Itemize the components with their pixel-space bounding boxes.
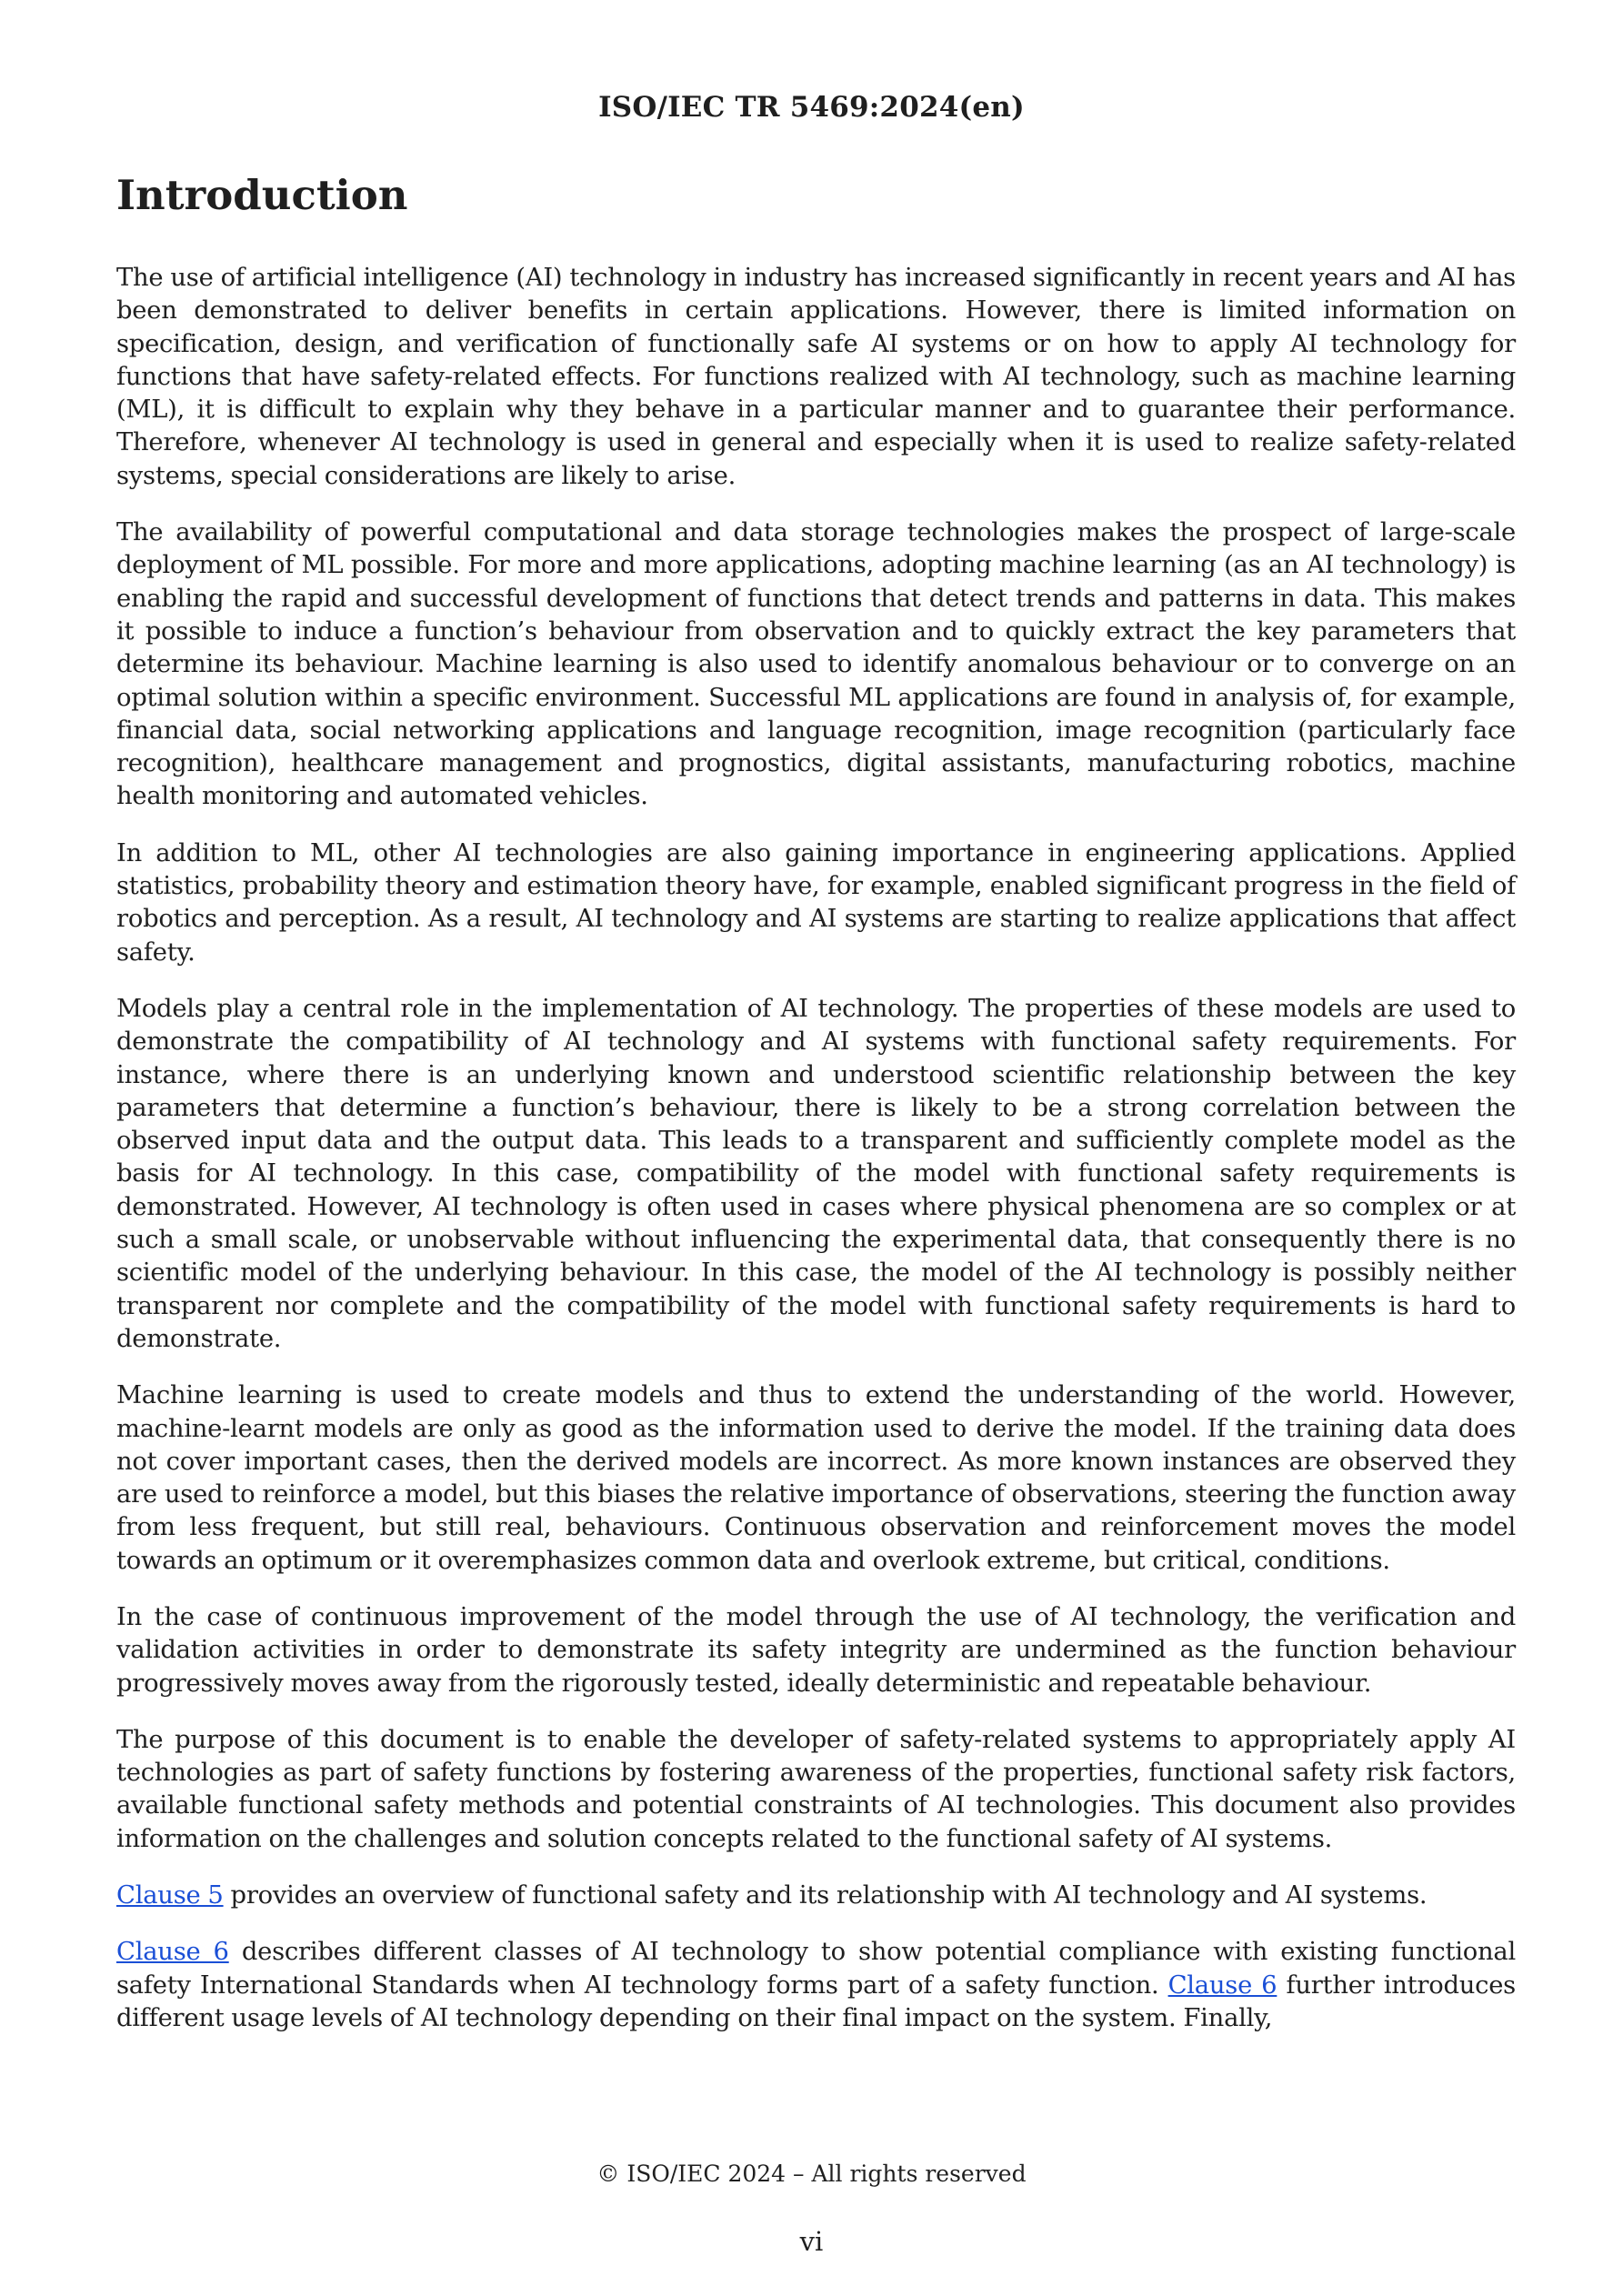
section-title: Introduction [116, 171, 408, 219]
paragraph-document-purpose: The purpose of this document is to enable the developer of safety-related systems to appropriately apply AI technologies as part of safety functions by fostering awareness of the properties, functional safety risk factors, available functional safety methods and potential constraints of AI technologies. This document also provides information on the challenges and solution concepts related to the functional safety of AI systems. [116, 1725, 1516, 1853]
paragraph-continuous-improvement: In the case of continuous improvement of the model through the use of AI technology, the verification and validation activities in order to demonstrate its safety integrity are undermined as the function behaviour progressively moves away from the rigorously tested, ideally deterministic and repeatable behaviour. [116, 1602, 1516, 1698]
introduction-body [116, 262, 1516, 2059]
paragraph-other-ai-technologies: In addition to ML, other AI technologies are also gaining importance in engineering applications. Applied statistics, probability theory and estimation theory have, for example, enabled significant progress in the field of robotics and perception. As a result, AI technology and AI systems are starting to realize applications that affect safety. [116, 838, 1516, 967]
clause-5-description: provides an overview of functional safety and its relationship with AI technology and AI systems. [223, 1881, 1428, 1910]
paragraph-clause-5-overview [116, 1880, 1516, 1912]
document-header: ISO/IEC TR 5469:2024(en) [598, 91, 1025, 124]
clause-6-description-continued: further introduces different usage levels of AI technology depending on their final impact on the system. Finally, [116, 1970, 1516, 2032]
paragraph-models-role: Models play a central role in the implementation of AI technology. The properties of these models are used to demonstrate the compatibility of AI technology and AI systems with functional safety requirements. For instance, where there is an underlying known and understood scientific relationship between the key parameters that determine a function’s behaviour, there is likely to be a strong correlation between the observed input data and the output data. This leads to a transparent and sufficiently complete model as the basis for AI technology. In this case, compatibility of the model with functional safety requirements is demonstrated. However, AI technology is often used in cases where physical phenomena are so complex or at such a small scale, or unobservable without influencing the experimental data, that consequently there is no scientific model of the underlying behaviour. In this case, the model of the AI technology is possibly neither transparent nor complete and the compatibility of the model with functional safety requirements is hard to demonstrate. [116, 994, 1516, 1353]
clause-6-description: describes different classes of AI technology to show potential compliance with existing functional safety International Standards when AI technology forms part of a safety function. [116, 1938, 1516, 2000]
paragraph-clause-6-overview [116, 1936, 1516, 2035]
paragraph-ai-industry-use: The use of artificial intelligence (AI) technology in industry has increased significantly in recent years and AI has been demonstrated to deliver benefits in certain applications. However, there is limited information on specification, design, and verification of functionally safe AI systems or on how to apply AI technology for functions that have safety-related effects. For functions realized with AI technology, such as machine learning (ML), it is difficult to explain why they behave in a particular manner and to guarantee their performance. Therefore, whenever AI technology is used in general and especially when it is used to realize safety-related systems, special considerations are likely to arise. [116, 264, 1516, 490]
paragraph-ml-deployment: The availability of powerful computational and data storage technologies makes the prospect of large-scale deployment of ML possible. For more and more applications, adopting machine learning (as an AI technology) is enabling the rapid and successful development of functions that detect trends and patterns in data. This makes it possible to induce a function’s behaviour from observation and to quickly extract the key parameters that determine its behaviour. Machine learning is also used to identify anomalous behaviour or to converge on an optimal solution within a specific environment. Successful ML applications are found in analysis of, for example, financial data, social networking applications and language recognition, image recognition (particularly face recognition), healthcare management and prognostics, digital assistants, manufacturing robotics, machine health monitoring and automated vehicles. [116, 518, 1516, 811]
clause-6-link-second[interactable]: Clause 6 [1167, 1970, 1277, 2000]
clause-6-link[interactable]: Clause 6 [116, 1938, 229, 1967]
paragraph-machine-learning-models: Machine learning is used to create models and thus to extend the understanding of the world. However, machine-learnt models are only as good as the information used to derive the model. If the training data does not cover important cases, then the derived models are incorrect. As more known instances are observed they are used to reinforce a model, but this biases the relative importance of observations, steering the function away from less frequent, but still real, behaviours. Continuous observation and reinforcement moves the model towards an optimum or it overemphasizes common data and overlook extreme, but critical, conditions. [116, 1381, 1516, 1575]
page-number: vi [799, 2226, 824, 2257]
copyright-notice: © ISO/IEC 2024 – All rights reserved [596, 2161, 1027, 2187]
clause-5-link[interactable]: Clause 5 [116, 1881, 224, 1910]
